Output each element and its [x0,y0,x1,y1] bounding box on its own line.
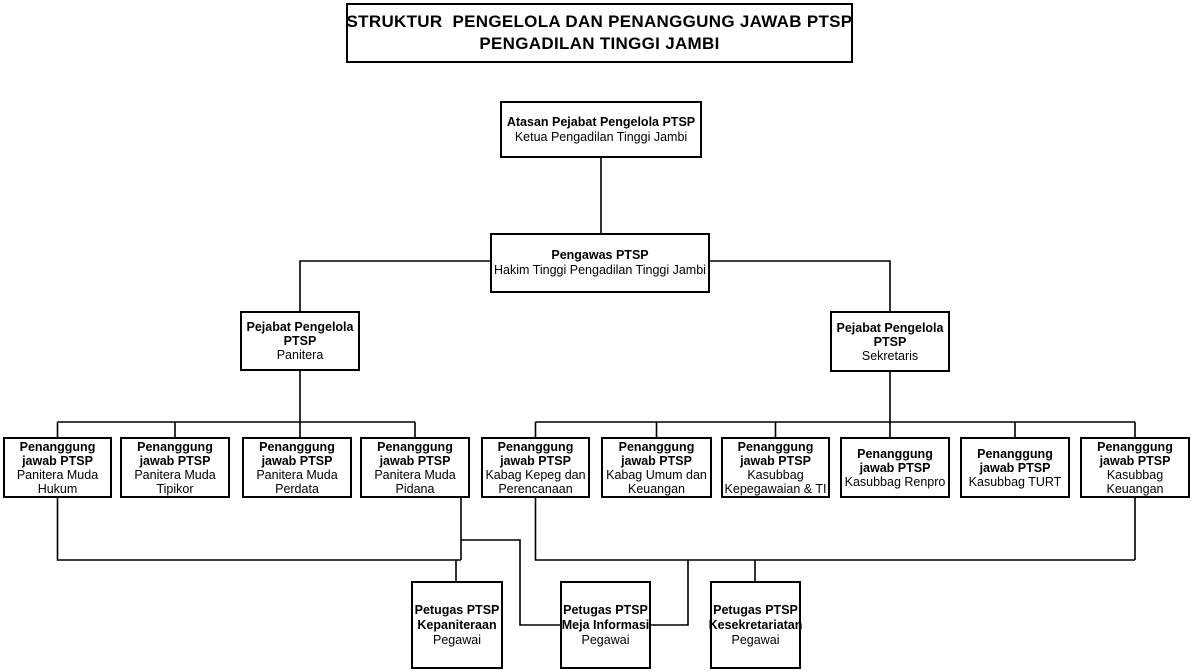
node-holder: Kasubbag Keuangan [1106,467,1164,496]
org-node-pejabat-pengelola-panitera [240,311,360,371]
node-role: Pejabat Pengelola PTSP [246,320,354,348]
node-unit: Kepaniteraan [417,617,497,632]
node-holder: Panitera [276,348,324,362]
chart-title-box [346,3,853,63]
org-node-pj-panitera-muda-perdata [242,437,352,498]
org-node-pj-kasubbag-turt [960,437,1070,498]
node-holder: Kasubbag TURT [968,474,1062,489]
node-role: Penanggung jawab PTSP [618,439,695,468]
node-unit: Meja Informasi [561,617,650,632]
node-holder: Kabag Kepeg dan Perencanaan [485,467,586,496]
node-role: Penanggung jawab PTSP [19,439,96,468]
node-role: Penanggung jawab PTSP [259,439,335,468]
node-role: Atasan Pejabat Pengelola PTSP [506,114,696,129]
org-node-pj-kasubbag-renpro [840,437,950,498]
node-holder: Pegawai [433,632,481,647]
org-node-pejabat-pengelola-sekretaris [830,311,950,372]
org-node-pj-kasubbag-kepegawaian-ti [721,437,830,498]
node-holder: Panitera Muda Perdata [256,467,338,496]
node-role: Petugas PTSP [563,602,648,617]
node-holder: Pegawai [731,632,780,647]
node-role: Petugas PTSP [414,602,500,617]
org-node-pj-panitera-muda-pidana [360,437,470,498]
org-node-pj-kabag-kepeg-perencanaan [481,437,590,498]
node-holder: Pegawai [581,632,630,647]
org-node-pj-kabag-umum-keuangan [601,437,712,498]
org-node-pj-kasubbag-keuangan [1080,437,1190,498]
org-node-pj-panitera-muda-tipikor [120,437,230,498]
org-node-petugas-kepaniteraan [411,581,503,669]
node-holder: Panitera Muda Tipikor [134,467,216,496]
node-role: Penanggung jawab PTSP [377,439,453,468]
node-holder: Kabag Umum dan Keuangan [606,467,707,496]
node-role: Penanggung jawab PTSP [737,439,814,468]
connector-paths [58,158,1136,625]
node-role: Penanggung jawab PTSP [137,439,213,468]
node-holder: Hakim Tinggi Pengadilan Tinggi Jambi [494,263,706,277]
node-holder: Kasubbag Kepegawaian & TI [724,467,827,496]
node-holder: Ketua Pengadilan Tinggi Jambi [514,129,688,144]
node-holder: Panitera Muda Hukum [16,467,99,496]
chart-title-line2: PENGADILAN TINGGI JAMBI [479,34,720,53]
org-node-pengawas [490,233,710,293]
node-role: Pengawas PTSP [551,248,649,262]
node-role: Penanggung jawab PTSP [857,446,933,475]
node-role: Penanggung jawab PTSP [497,439,574,468]
org-node-pj-panitera-muda-hukum [3,437,112,498]
node-unit: Kesekretariatan [708,617,803,632]
node-role: Pejabat Pengelola PTSP [836,320,944,349]
org-node-atasan-pejabat-pengelola [500,101,702,158]
node-holder: Sekretaris [861,348,919,363]
node-holder: Panitera Muda Pidana [374,467,456,496]
node-role: Penanggung jawab PTSP [977,446,1053,475]
node-role: Petugas PTSP [713,602,798,617]
org-node-petugas-kesekretariatan [710,581,801,669]
node-role: Penanggung jawab PTSP [1097,439,1173,468]
chart-title-line1: STRUKTUR PENGELOLA DAN PENANGGUNG JAWAB PTSP [346,12,853,31]
node-holder: Kasubbag Renpro [844,474,946,489]
org-node-petugas-meja-informasi [560,581,651,669]
